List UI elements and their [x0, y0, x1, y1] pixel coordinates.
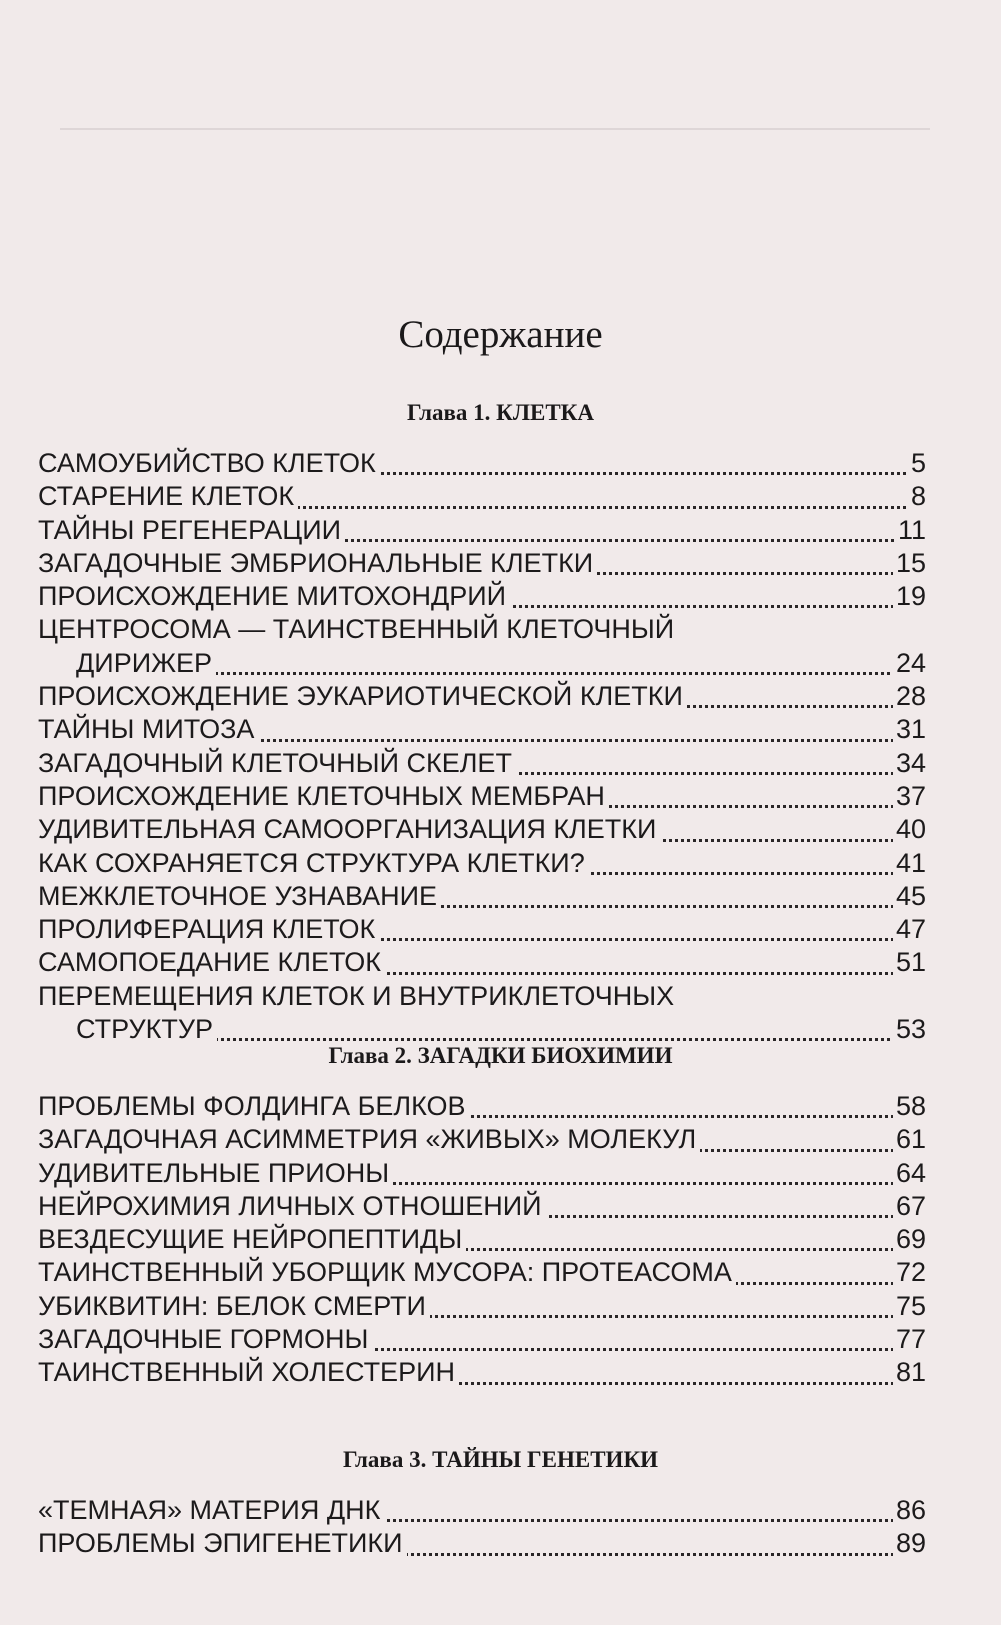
page-number: 31 [893, 713, 926, 746]
page-number: 8 [908, 480, 926, 513]
chapter-heading-1: Глава 1. КЛЕТКА [407, 400, 594, 425]
toc-entry[interactable]: КАК СОХРАНЯЕТСЯ СТРУКТУРА КЛЕТКИ? 41 [38, 847, 926, 880]
toc-entry[interactable]: НЕЙРОХИМИЯ ЛИЧНЫХ ОТНОШЕНИЙ 67 [38, 1190, 926, 1223]
page-number: 86 [893, 1494, 926, 1527]
page-number: 61 [893, 1123, 926, 1156]
toc-entry[interactable]: ЗАГАДОЧНЫЙ КЛЕТОЧНЫЙ СКЕЛЕТ 34 [38, 747, 926, 780]
toc-entry-line1[interactable]: ЦЕНТРОСОМА — ТАИНСТВЕННЫЙ КЛЕТОЧНЫЙ [38, 613, 926, 646]
toc-entry[interactable]: ПРОИСХОЖДЕНИЕ МИТОХОНДРИЙ 19 [38, 580, 926, 613]
bleed-through-rule [60, 128, 930, 130]
toc-entry[interactable]: ПРОИСХОЖДЕНИЕ ЭУКАРИОТИЧЕСКОЙ КЛЕТКИ 28 [38, 680, 926, 713]
toc-entry[interactable]: ЗАГАДОЧНЫЕ ГОРМОНЫ 77 [38, 1323, 926, 1356]
page-number: 67 [893, 1190, 926, 1223]
page-title: Содержание [398, 313, 603, 356]
page-number: 58 [893, 1090, 926, 1123]
page-number: 15 [893, 547, 926, 580]
page-number: 24 [893, 647, 926, 680]
toc-entry[interactable]: ТАИНСТВЕННЫЙ ХОЛЕСТЕРИН 81 [38, 1356, 926, 1389]
page-number: 53 [893, 1013, 926, 1046]
toc-entry[interactable]: ПРОБЛЕМЫ ФОЛДИНГА БЕЛКОВ 58 [38, 1090, 926, 1123]
page-number: 89 [893, 1527, 926, 1560]
page-number: 34 [893, 747, 926, 780]
toc-entry[interactable]: МЕЖКЛЕТОЧНОЕ УЗНАВАНИЕ 45 [38, 880, 926, 913]
toc-entry[interactable]: ВЕЗДЕСУЩИЕ НЕЙРОПЕПТИДЫ 69 [38, 1223, 926, 1256]
page-number: 11 [895, 514, 926, 547]
toc-entry[interactable]: ЗАГАДОЧНАЯ АСИММЕТРИЯ «ЖИВЫХ» МОЛЕКУЛ 61 [38, 1123, 926, 1156]
page-number: 47 [893, 913, 926, 946]
toc-entry[interactable]: ТАЙНЫ РЕГЕНЕРАЦИИ 11 [38, 514, 926, 547]
page-number: 75 [893, 1290, 926, 1323]
page-number: 45 [893, 880, 926, 913]
chapter-heading-2: Глава 2. ЗАГАДКИ БИОХИМИИ [328, 1043, 673, 1068]
toc-entry[interactable]: ТАИНСТВЕННЫЙ УБОРЩИК МУСОРА: ПРОТЕАСОМА 72 [38, 1256, 926, 1289]
toc-entry-line2[interactable]: СТРУКТУР 53 [38, 1013, 926, 1046]
toc-entry[interactable]: ПРОИСХОЖДЕНИЕ КЛЕТОЧНЫХ МЕМБРАН 37 [38, 780, 926, 813]
toc-entry[interactable]: УДИВИТЕЛЬНАЯ САМООРГАНИЗАЦИЯ КЛЕТКИ 40 [38, 813, 926, 846]
page-number: 37 [893, 780, 926, 813]
toc-entry[interactable]: «ТЕМНАЯ» МАТЕРИЯ ДНК 86 [38, 1494, 926, 1527]
page-number: 41 [893, 847, 926, 880]
toc-entry[interactable]: СТАРЕНИЕ КЛЕТОК 8 [38, 480, 926, 513]
toc-entry[interactable]: ТАЙНЫ МИТОЗА 31 [38, 713, 926, 746]
toc-entry[interactable]: ПРОБЛЕМЫ ЭПИГЕНЕТИКИ 89 [38, 1527, 926, 1560]
page-number: 51 [893, 946, 926, 979]
page-number: 81 [893, 1356, 926, 1389]
page-number: 72 [893, 1256, 926, 1289]
page-number: 77 [893, 1323, 926, 1356]
page-number: 5 [908, 447, 926, 480]
page-number: 40 [893, 813, 926, 846]
toc-entry[interactable]: ПРОЛИФЕРАЦИЯ КЛЕТОК 47 [38, 913, 926, 946]
toc-entry-line1[interactable]: ПЕРЕМЕЩЕНИЯ КЛЕТОК И ВНУТРИКЛЕТОЧНЫХ [38, 980, 926, 1013]
toc-entry[interactable]: САМОПОЕДАНИЕ КЛЕТОК 51 [38, 946, 926, 979]
toc-entry[interactable]: САМОУБИЙСТВО КЛЕТОК 5 [38, 447, 926, 480]
chapter-1-entries [38, 447, 926, 1046]
chapter-heading-3: Глава 3. ТАЙНЫ ГЕНЕТИКИ [342, 1447, 659, 1472]
toc-entry[interactable]: ЗАГАДОЧНЫЕ ЭМБРИОНАЛЬНЫЕ КЛЕТКИ 15 [38, 547, 926, 580]
chapter-2-entries [38, 1090, 926, 1390]
chapter-3-entries [38, 1494, 926, 1561]
page-number: 19 [893, 580, 926, 613]
page-number: 69 [893, 1223, 926, 1256]
toc-entry[interactable]: УДИВИТЕЛЬНЫЕ ПРИОНЫ 64 [38, 1157, 926, 1190]
page-number: 64 [893, 1157, 926, 1190]
toc-entry[interactable]: УБИКВИТИН: БЕЛОК СМЕРТИ 75 [38, 1290, 926, 1323]
page-number: 28 [893, 680, 926, 713]
toc-entry-line2[interactable]: ДИРИЖЕР 24 [38, 647, 926, 680]
